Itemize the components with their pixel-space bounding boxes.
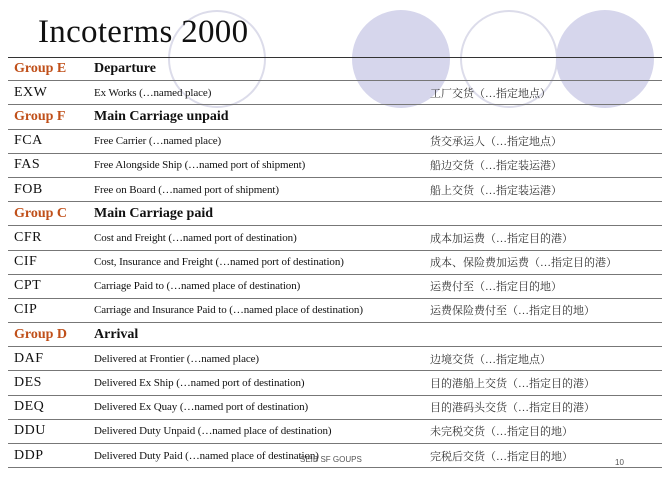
- term-chinese: 运费付至（…指定目的地）: [430, 281, 562, 294]
- term-row: [8, 299, 662, 323]
- term-chinese: 成本加运费（…指定目的港）: [430, 232, 573, 245]
- term-chinese: 未完税交货（…指定目的地）: [430, 426, 573, 439]
- term-row: [8, 81, 662, 105]
- term-english: Delivered Ex Ship (…named port of destination): [94, 377, 305, 390]
- term-code: DAF: [14, 350, 44, 366]
- group-label: Group E: [14, 61, 67, 77]
- term-row: [8, 226, 662, 250]
- term-row: [8, 251, 662, 275]
- term-code: FOB: [14, 181, 43, 197]
- term-english: Ex Works (…named place): [94, 86, 212, 99]
- term-code: FAS: [14, 157, 41, 173]
- term-code: DEQ: [14, 399, 45, 415]
- term-chinese: 货交承运人（…指定地点）: [430, 136, 562, 149]
- term-row: [8, 371, 662, 395]
- term-english: Delivered Duty Paid (…named place of destination): [94, 449, 319, 462]
- term-code: CIF: [14, 254, 38, 270]
- term-code: CPT: [14, 278, 42, 294]
- term-code: CIP: [14, 302, 38, 318]
- group-title: Main Carriage paid: [94, 205, 213, 221]
- term-english: Free Alongside Ship (…named port of shipment): [94, 159, 306, 172]
- term-code: EXW: [14, 84, 48, 100]
- term-code: DDU: [14, 423, 46, 439]
- term-row: [8, 396, 662, 420]
- term-code: DES: [14, 375, 42, 391]
- term-row: [8, 130, 662, 154]
- incoterms-table: [8, 57, 662, 468]
- term-english: Cost, Insurance and Freight (…named port of destination): [94, 256, 344, 269]
- term-chinese: 船上交货（…指定装运港）: [430, 184, 562, 197]
- term-row: [8, 178, 662, 202]
- term-english: Carriage and Insurance Paid to (…named place of destination): [94, 304, 363, 317]
- term-chinese: 完税后交货（…指定目的地）: [430, 450, 573, 463]
- term-row: [8, 347, 662, 371]
- term-english: Free Carrier (…named place): [94, 135, 222, 148]
- term-chinese: 工厂交货（…指定地点）: [430, 87, 551, 100]
- page-title: Incoterms 2000: [38, 14, 249, 50]
- term-chinese: 船边交货（…指定装运港）: [430, 160, 562, 173]
- term-chinese: 目的港船上交货（…指定目的港）: [430, 378, 595, 391]
- group-title: Departure: [94, 61, 156, 77]
- group-label: Group F: [14, 108, 66, 124]
- term-english: Free on Board (…named port of shipment): [94, 183, 279, 196]
- group-label: Group C: [14, 205, 68, 221]
- term-row: [8, 275, 662, 299]
- term-english: Cost and Freight (…named port of destination): [94, 231, 297, 244]
- term-english: Delivered Duty Unpaid (…named place of destination): [94, 425, 332, 438]
- footer-text: SEIB SF GOUPS: [300, 455, 362, 464]
- term-row: [8, 420, 662, 444]
- group-header-row: [8, 202, 662, 226]
- term-english: Delivered at Frontier (…named place): [94, 352, 259, 365]
- group-title: Arrival: [94, 326, 139, 342]
- group-header-row: [8, 323, 662, 347]
- term-chinese: 目的港码头交货（…指定目的港）: [430, 402, 595, 415]
- term-code: FCA: [14, 133, 43, 149]
- group-title: Main Carriage unpaid: [94, 108, 229, 124]
- term-code: CFR: [14, 229, 42, 245]
- term-chinese: 边境交货（…指定地点）: [430, 353, 551, 366]
- page-number: 10: [615, 458, 624, 467]
- term-chinese: 运费保险费付至（…指定目的地）: [430, 305, 595, 318]
- term-english: Carriage Paid to (…named place of destination): [94, 280, 301, 293]
- term-row: [8, 154, 662, 178]
- term-chinese: 成本、保险费加运费（…指定目的港）: [430, 257, 617, 270]
- term-english: Delivered Ex Quay (…named port of destination): [94, 401, 309, 414]
- group-header-row: [8, 57, 662, 81]
- group-label: Group D: [14, 326, 68, 342]
- group-header-row: [8, 105, 662, 129]
- term-code: DDP: [14, 447, 44, 463]
